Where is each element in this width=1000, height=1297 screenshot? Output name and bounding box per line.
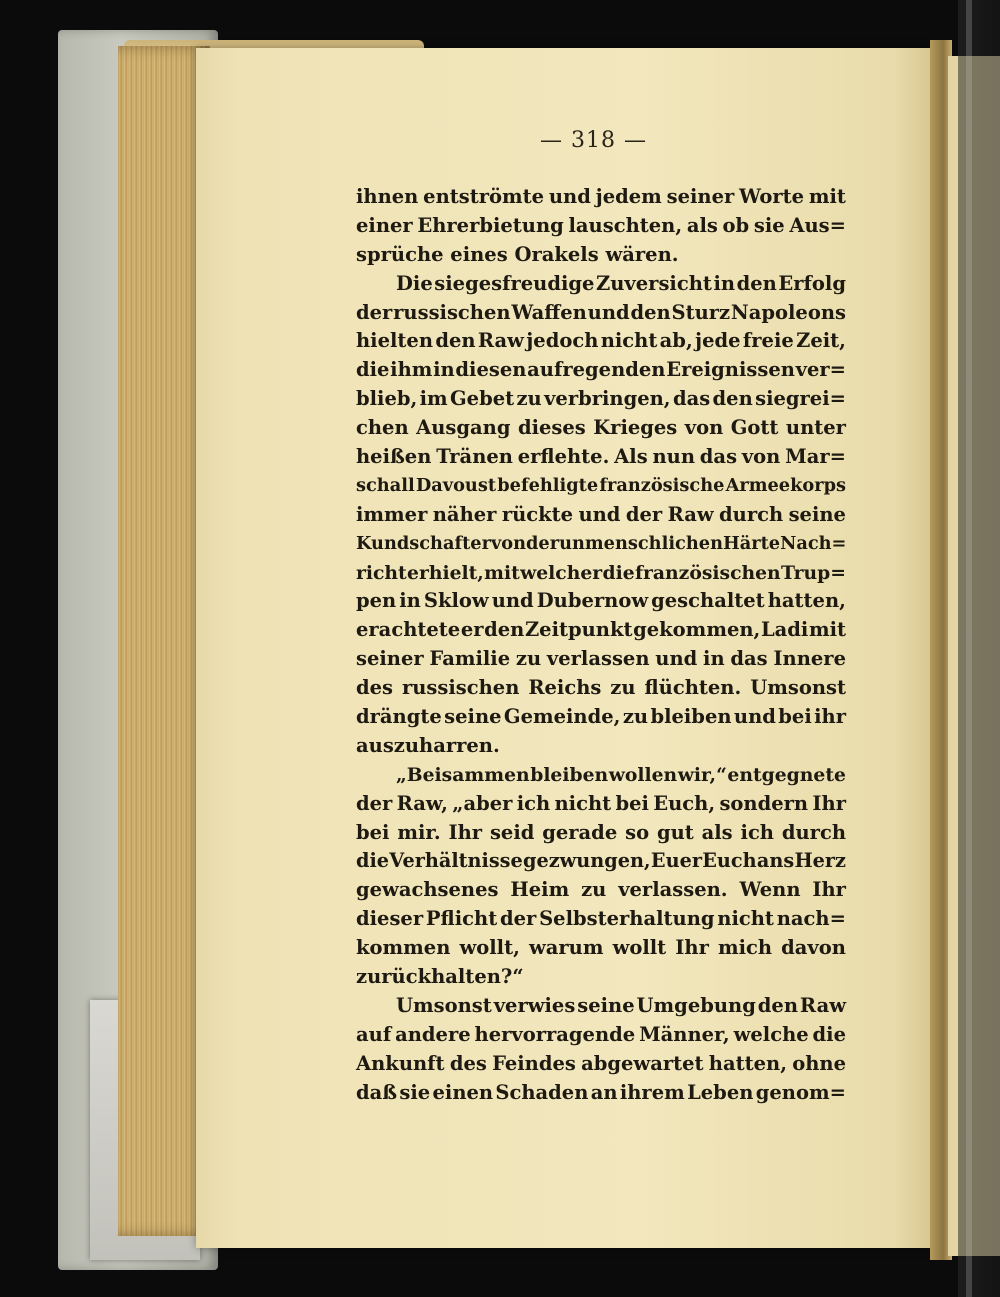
text-line: heißen Tränen erflehte. Als nun das von Mar=	[356, 445, 846, 469]
text-line: kommen wollt, warum wollt Ihr mich davon	[356, 936, 846, 960]
text-line: sprüche eines Orakels wären.	[356, 242, 679, 266]
text-line: Die siegesfreudige Zuversicht in den Erfolg	[396, 271, 846, 295]
text-line: des russischen Reichs zu flüchten. Umsonst	[356, 676, 846, 700]
text-line: immer näher rückte und der Raw durch seine	[356, 502, 846, 526]
text-line: einer Ehrerbietung lauschten, als ob sie Aus=	[356, 213, 846, 237]
text-line: zurückhalten?“	[356, 965, 524, 989]
text-line: Ankunft des Feindes abgewartet hatten, ohne	[356, 1051, 846, 1075]
text-line: chen Ausgang dieses Krieges von Gott unter	[356, 416, 846, 440]
text-line: die Verhältnisse gezwungen, Euer Euch ans Herz	[356, 849, 846, 873]
body-text	[356, 183, 846, 1108]
text-line: drängte seine Gemeinde, zu bleiben und bei ihr	[356, 705, 846, 729]
text-line: bei mir. Ihr seid gerade so gut als ich durch	[356, 820, 846, 844]
text-line: „Beisammen bleiben wollen wir,“ entgegnete	[396, 763, 846, 786]
text-line: Umsonst verwies seine Umgebung den Raw	[396, 993, 846, 1017]
text-line: auszuharren.	[356, 733, 500, 757]
page-number: — 318 —	[540, 128, 647, 153]
text-line: gewachsenes Heim zu verlassen. Wenn Ihr	[356, 878, 846, 902]
text-line: Kundschafter von der unmenschlichen Härte Nach=	[356, 532, 847, 554]
text-line: auf andere hervorragende Männer, welche die	[356, 1022, 846, 1046]
text-line: richt erhielt, mit welcher die französischen Trup=	[356, 561, 846, 584]
text-line: pen in Sklow und Dubernow geschaltet hatten,	[356, 589, 846, 613]
text-line: schall Davoust befehligte französische Armeekorps	[356, 474, 846, 496]
binding-strap	[958, 0, 1000, 1297]
text-line: blieb, im Gebet zu verbringen, das den siegrei=	[356, 387, 846, 411]
text-line: dieser Pflicht der Selbsterhaltung nicht nach=	[356, 907, 846, 931]
binding-strap-highlight	[966, 0, 972, 1297]
text-line: seiner Familie zu verlassen und in das Innere	[356, 647, 846, 671]
text-line: der Raw, „aber ich nicht bei Euch, sondern Ihr	[356, 791, 846, 815]
text-line: die ihm in diesen aufregenden Ereignissen ver=	[356, 358, 846, 382]
text-line: daß sie einen Schaden an ihrem Leben genom=	[356, 1080, 846, 1104]
text-line: hielten den Raw jedoch nicht ab, jede freie Zeit,	[356, 329, 846, 353]
text-line: ihnen entströmte und jedem seiner Worte mit	[356, 185, 846, 208]
text-line: der russischen Waffen und den Sturz Napoleons	[356, 300, 846, 324]
text-line: erachtete er den Zeitpunkt gekommen, Ladi mit	[356, 618, 846, 642]
